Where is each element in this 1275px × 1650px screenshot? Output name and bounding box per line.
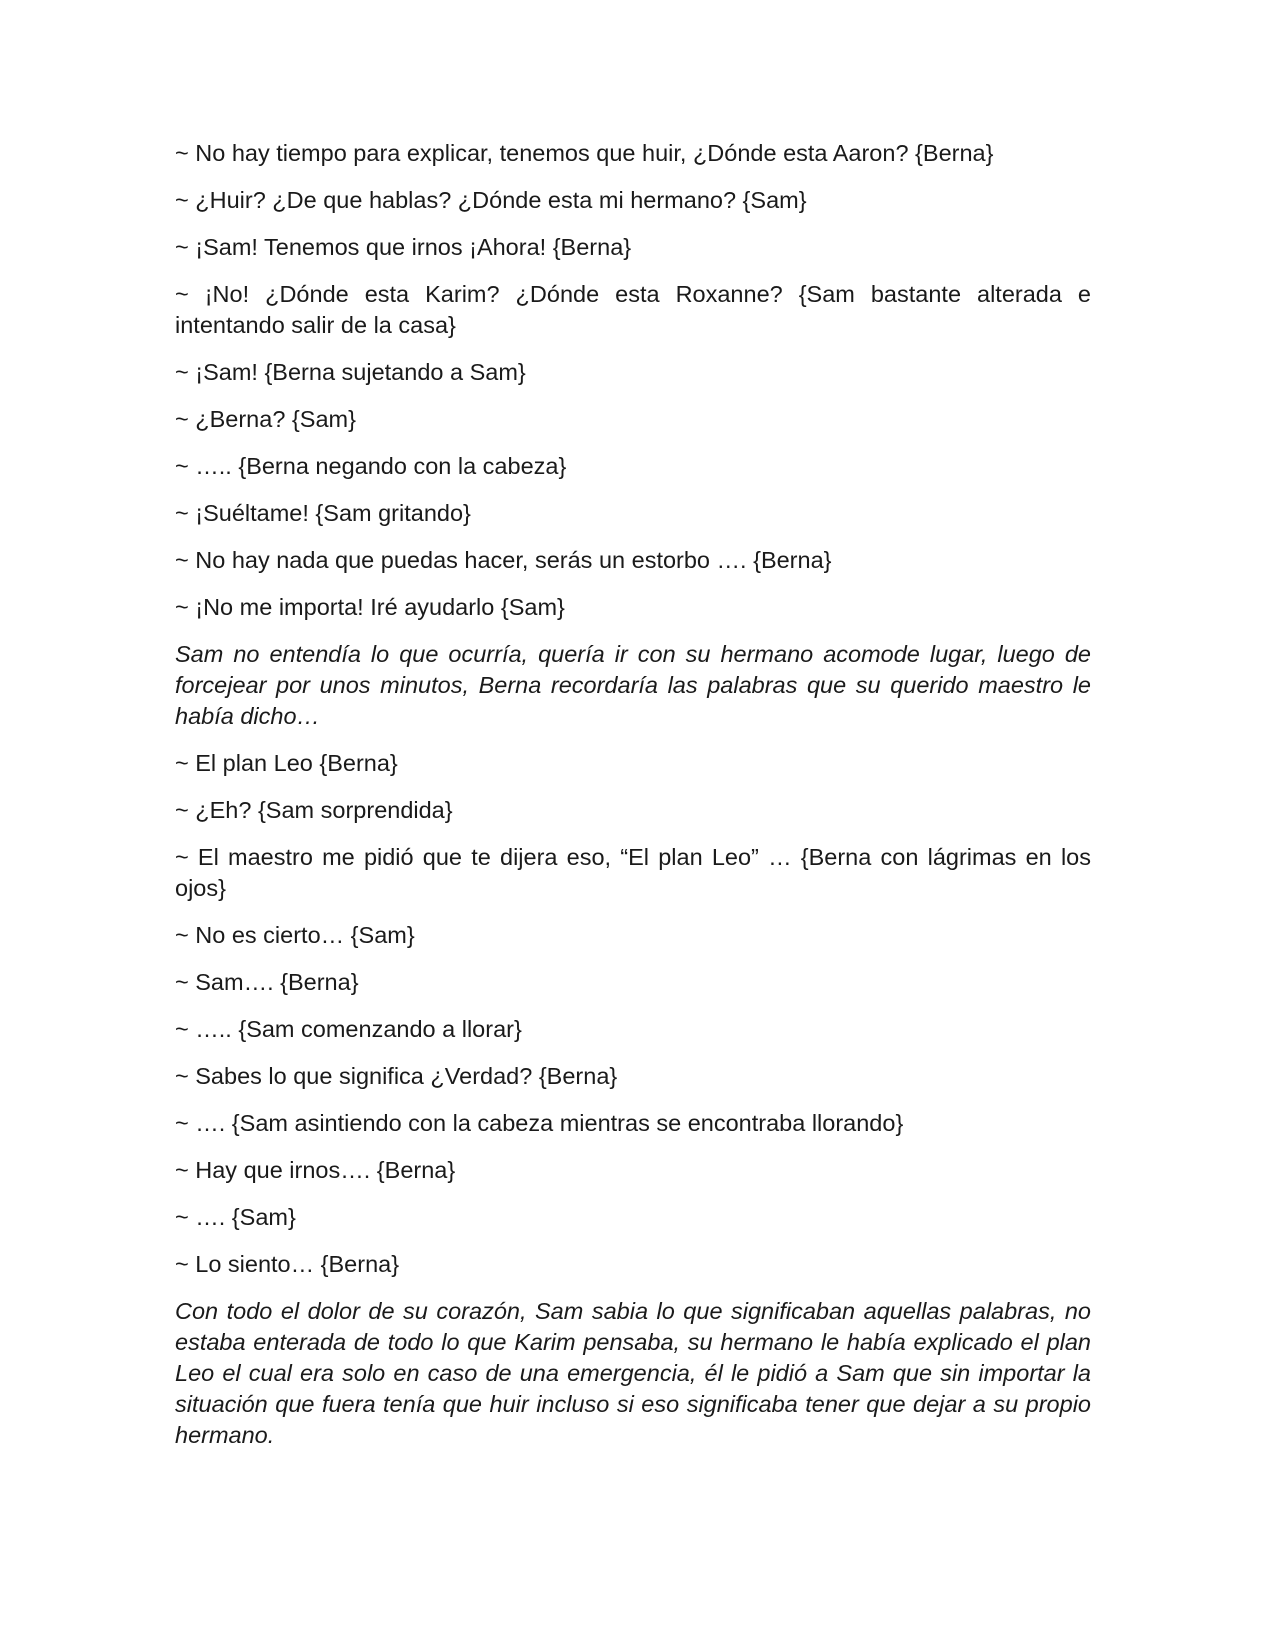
narration-paragraph: Sam no entendía lo que ocurría, quería ir con su hermano acomode lugar, luego de forcejear por unos minutos, Berna recordaría las palabras que su querido maestro le había dicho… <box>175 641 1091 729</box>
paragraph: ~ ¡Sam! {Berna sujetando a Sam} <box>175 359 526 385</box>
paragraph: ~ ¡Suéltame! {Sam gritando} <box>175 500 471 526</box>
paragraph: ~ ¡Sam! Tenemos que irnos ¡Ahora! {Berna} <box>175 234 632 260</box>
paragraph: ~ Lo siento… {Berna} <box>175 1251 400 1277</box>
paragraph: ~ …. {Sam asintiendo con la cabeza mientras se encontraba llorando} <box>175 1110 904 1136</box>
paragraph: ~ El plan Leo {Berna} <box>175 750 398 776</box>
document-page <box>175 138 1091 1467</box>
paragraph: ~ Sabes lo que significa ¿Verdad? {Berna} <box>175 1063 618 1089</box>
narration-paragraph: Con todo el dolor de su corazón, Sam sabia lo que significaban aquellas palabras, no estaba enterada de todo lo que Karim pensaba, su hermano le había explicado el plan Leo el cual era solo en caso de una emergencia, él le pidió a Sam que sin importar la situación que fuera tenía que huir incluso si eso significaba tener que dejar a su propio hermano. <box>175 1298 1091 1448</box>
paragraph: ~ ¡No me importa! Iré ayudarlo {Sam} <box>175 594 565 620</box>
paragraph: ~ ¿Berna? {Sam} <box>175 406 356 432</box>
paragraph: ~ ….. {Sam comenzando a llorar} <box>175 1016 522 1042</box>
paragraph: ~ El maestro me pidió que te dijera eso, “El plan Leo” … {Berna con lágrimas en los ojos} <box>175 844 1091 901</box>
paragraph: ~ ¡No! ¿Dónde esta Karim? ¿Dónde esta Roxanne? {Sam bastante alterada e intentando salir de la casa} <box>175 281 1091 338</box>
paragraph: ~ Sam…. {Berna} <box>175 969 359 995</box>
paragraph: ~ No hay nada que puedas hacer, serás un estorbo …. {Berna} <box>175 547 832 573</box>
paragraph: ~ No es cierto… {Sam} <box>175 922 415 948</box>
paragraph: ~ ¿Huir? ¿De que hablas? ¿Dónde esta mi hermano? {Sam} <box>175 187 807 213</box>
paragraph: ~ No hay tiempo para explicar, tenemos que huir, ¿Dónde esta Aaron? {Berna} <box>175 140 994 166</box>
paragraph: ~ …. {Sam} <box>175 1204 296 1230</box>
paragraph: ~ ….. {Berna negando con la cabeza} <box>175 453 567 479</box>
paragraph: ~ Hay que irnos…. {Berna} <box>175 1157 456 1183</box>
paragraph: ~ ¿Eh? {Sam sorprendida} <box>175 797 453 823</box>
